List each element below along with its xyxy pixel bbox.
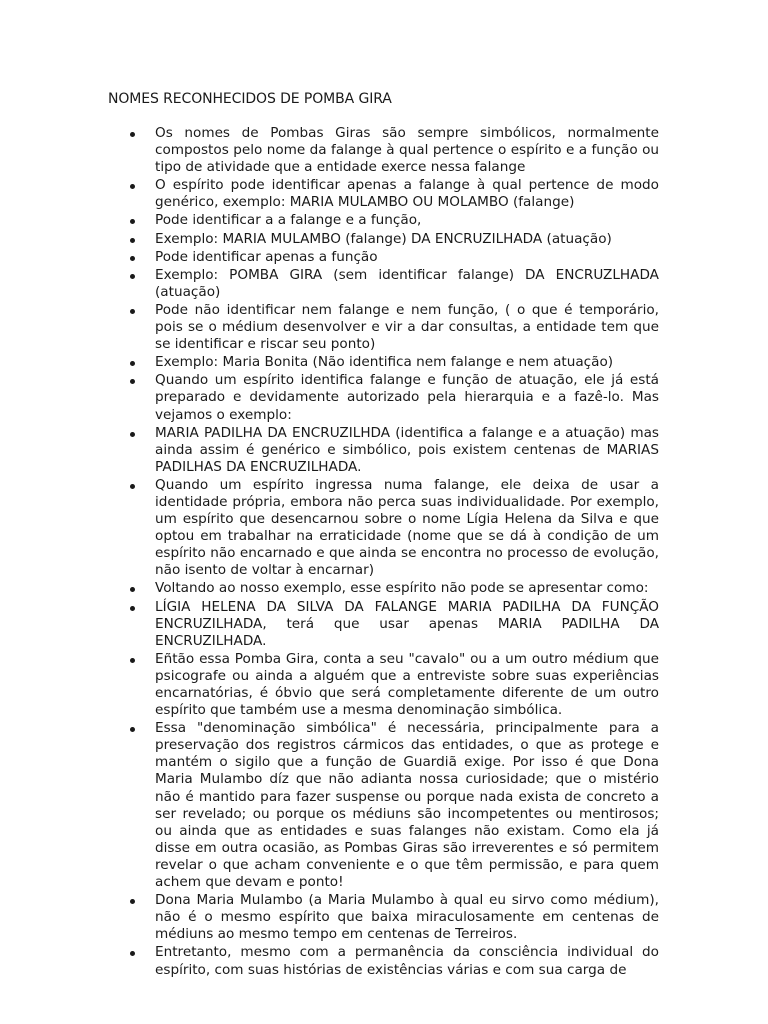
bullet-icon [130, 899, 135, 904]
bullet-icon [130, 309, 135, 314]
list-item-text: Pode identificar apenas a função [155, 248, 378, 265]
bullet-icon [130, 951, 135, 956]
bullet-icon [130, 379, 135, 384]
list-item [130, 425, 659, 476]
list-item-text: Eñtão essa Pomba Gira, conta a seu "cavalo" ou a um outro médium que psicografe ou ainda a alguém que a entreviste sobre suas experiências encarnatórias, é óbvio que será completamente diferente de um outro espírito que também use a mesma denominação simbólica. [155, 650, 659, 719]
list-item [130, 651, 659, 719]
list-item [130, 231, 659, 248]
bullet-icon [130, 432, 135, 437]
list-item-text: MARIA PADILHA DA ENCRUZILHDA (identifica a falange e a atuação) mas ainda assim é genérico e simbólico, pois existem centenas de MARIAS PADILHAS DA ENCRUZILHADA. [155, 424, 659, 475]
list-item-text: Exemplo: POMBA GIRA (sem identificar falange) DA ENCRUZLHADA (atuação) [155, 266, 659, 300]
list-item-text: Exemplo: MARIA MULAMBO (falange) DA ENCRUZILHADA (atuação) [155, 230, 612, 247]
document-title: NOMES RECONHECIDOS DE POMBA GIRA [108, 91, 392, 107]
list-item [130, 249, 659, 266]
list-item [130, 372, 659, 423]
bullet-icon [130, 606, 135, 611]
bullet-icon [130, 256, 135, 261]
list-item-text: Exemplo: Maria Bonita (Não identifica nem falange e nem atuação) [155, 354, 614, 371]
list-item [130, 944, 659, 978]
list-item [130, 177, 659, 211]
bullet-icon [130, 184, 135, 189]
bullet-icon [130, 361, 135, 366]
bullet-icon [130, 484, 135, 489]
bullet-icon [130, 274, 135, 279]
list-item [130, 125, 659, 176]
list-item [130, 477, 659, 580]
list-item [130, 580, 659, 597]
list-item-text: Entretanto, mesmo com a permanência da consciência individual do espírito, com suas histórias de existências várias e com sua carga de [155, 944, 659, 978]
list-item-text: Pode identificar a a falange e a função, [155, 212, 422, 229]
list-item-text: Voltando ao nosso exemplo, esse espírito não pode se apresentar como: [155, 580, 649, 597]
list-item-text: Dona Maria Mulambo (a Maria Mulambo à qual eu sirvo como médium), não é o mesmo espírito que baixa miraculosamente em centenas de médiuns ao mesmo tempo em centenas de Terreiros. [155, 892, 659, 943]
list-item [130, 302, 659, 353]
bullet-icon [130, 219, 135, 224]
list-item [130, 720, 659, 891]
list-item-text: Pode não identificar nem falange e nem função, ( o que é temporário, pois se o médium desenvolver e vir a dar consultas, a entidade tem que se identificar e riscar seu ponto) [155, 301, 659, 353]
list-item-text: Os nomes de Pombas Giras são sempre simbólicos, normalmente compostos pelo nome da falange à qual pertence o espírito e a função ou tipo de atividade que a entidade exerce nessa falange [155, 125, 659, 176]
bullet-icon [130, 587, 135, 592]
list-item [130, 354, 659, 371]
list-item [130, 212, 659, 229]
list-item [130, 267, 659, 301]
bullet-list [130, 125, 659, 980]
list-item-text: Quando um espírito identifica falange e função de atuação, ele já está preparado e devidamente autorizado pela hierarquia e a fazê-lo. Mas vejamos o exemplo: [155, 372, 659, 423]
list-item-text: LÍGIA HELENA DA SILVA DA FALANGE MARIA PADILHA DA FUNÇÃO ENCRUZILHADA, terá que usar apenas MARIA PADILHA DA ENCRUZILHADA. [155, 598, 659, 649]
list-item-text: O espírito pode identificar apenas a falange à qual pertence de modo genérico, exemplo: MARIA MULAMBO OU MOLAMBO (falange) [155, 177, 659, 211]
list-item [130, 599, 659, 650]
list-item [130, 892, 659, 943]
list-item-text: Essa "denominação simbólica" é necessária, principalmente para a preservação dos registros cármicos das entidades, o que as protege e mantém o sigilo que a função de Guardiã exige. Por isso é que Dona Maria Mulambo díz que não adianta nossa curiosidade; que o mistério não é mantido para fazer suspense ou porque nada exista de concreto a ser revelado; ou porque os médiuns são incompetentes ou mentirosos; ou ainda que as entidades e suas falanges não existam. Como ela já disse em outra ocasião, as Pombas Giras são irreverentes e só permitem revelar o que acham conveniente e o que têm permissão, e para quem achem que devam e ponto! [155, 720, 659, 891]
bullet-icon [130, 727, 135, 732]
bullet-icon [130, 238, 135, 243]
bullet-icon [130, 132, 135, 137]
list-item-text: Quando um espírito ingressa numa falange, ele deixa de usar a identidade própria, embora não perca suas individualidade. Por exemplo, um espírito que desencarnou sobre o nome Lígia Helena da Silva e que optou em trabalhar na erraticidade (nome que se dá à condição de um espírito não encarnado e que ainda se encontra no processo de evolução, não isento de voltar à encarnar) [155, 476, 659, 579]
bullet-icon [130, 658, 135, 663]
